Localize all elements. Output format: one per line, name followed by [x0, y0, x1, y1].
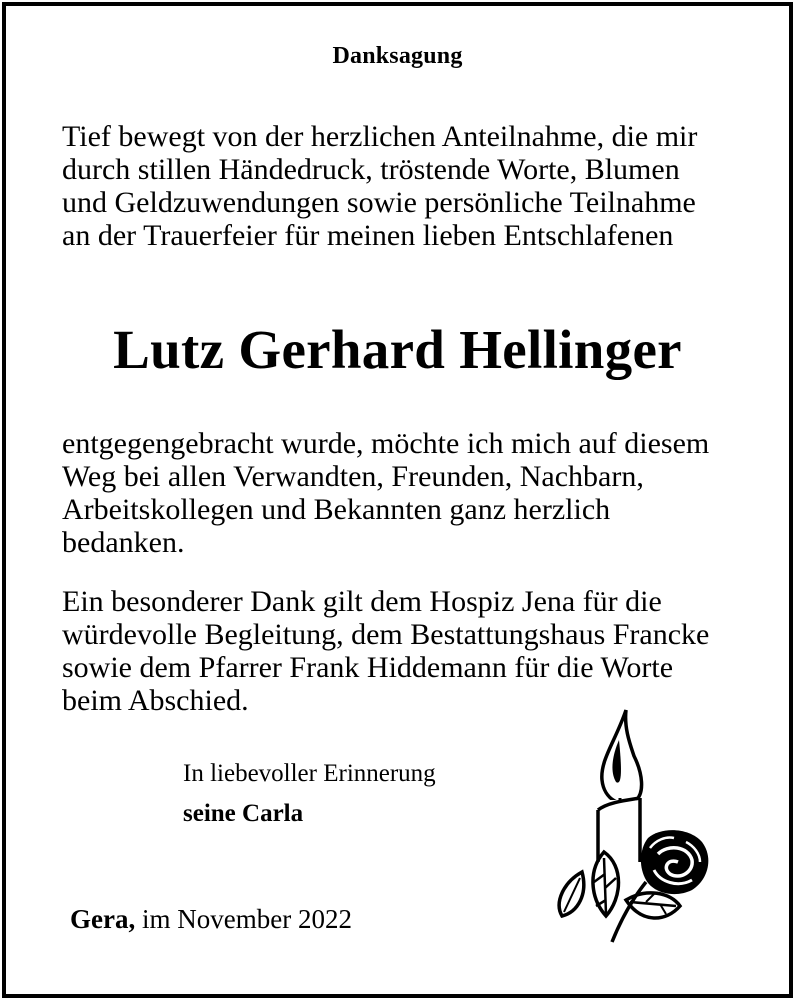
place-and-date [70, 903, 352, 935]
notice-heading: Danksagung [332, 43, 463, 69]
intro-line: Tief bewegt von der herzlichen Anteilnahme, die mir [62, 120, 698, 153]
special-thanks-line: würdevolle Begleitung, dem Bestattungshaus Francke [62, 618, 710, 651]
thanks-line: entgegengebracht wurde, möchte ich mich auf diesem [62, 427, 710, 460]
place-name: Gera, [70, 904, 136, 934]
thanks-paragraph [62, 427, 792, 559]
signer-name: seine Carla [183, 800, 304, 827]
rose-icon [641, 830, 708, 894]
special-thanks-line: beim Abschied. [62, 684, 249, 717]
obituary-notice [2, 2, 793, 998]
closing-phrase: In liebevoller Erinnerung [183, 760, 436, 787]
thanks-line: Weg bei allen Verwandten, Freunden, Nachbarn, [62, 460, 644, 493]
date-text: im November 2022 [141, 904, 352, 934]
thanks-line: bedanken. [62, 526, 185, 559]
intro-line: an der Trauerfeier für meinen lieben Entschlafenen [62, 219, 674, 252]
special-thanks-paragraph [62, 585, 792, 717]
candle-with-rose-icon [542, 702, 722, 946]
special-thanks-line: sowie dem Pfarrer Frank Hiddemann für die Worte [62, 651, 674, 684]
intro-line: durch stillen Händedruck, tröstende Worte, Blumen [62, 153, 680, 186]
intro-paragraph [62, 120, 792, 252]
intro-line: und Geldzuwendungen sowie persönliche Teilnahme [62, 186, 696, 219]
special-thanks-line: Ein besonderer Dank gilt dem Hospiz Jena für die [62, 585, 662, 618]
thanks-line: Arbeitskollegen und Bekannten ganz herzlich [62, 493, 611, 526]
deceased-name: Lutz Gerhard Hellinger [113, 319, 682, 380]
